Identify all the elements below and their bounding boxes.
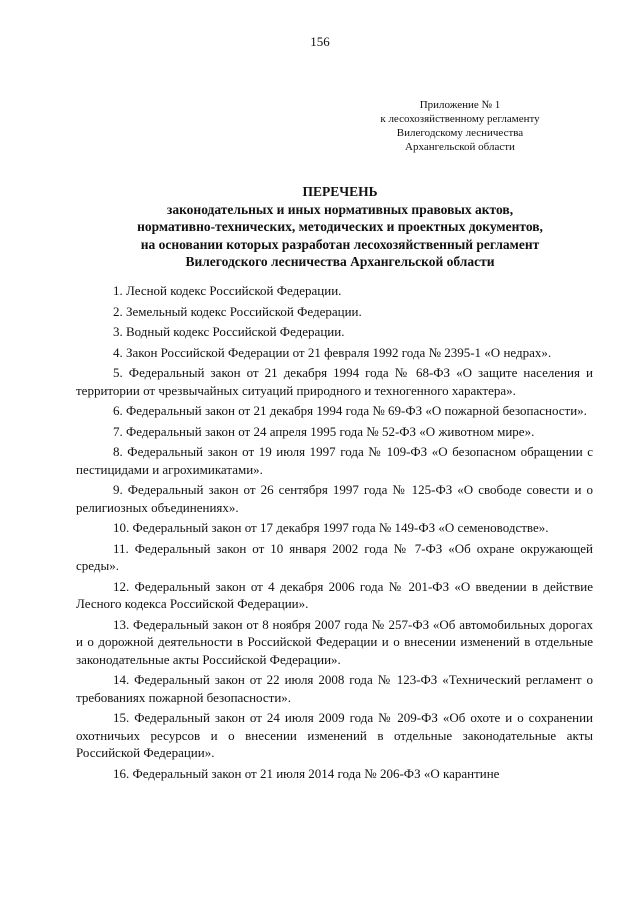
title-line: на основании которых разработан лесохозяйственный регламент <box>140 236 540 252</box>
list-item: 8. Федеральный закон от 19 июля 1997 года № 109-ФЗ «О безопасном обращении с пестицидами и агрохимикатами». <box>76 444 593 477</box>
appendix-line: к лесохозяйственному регламенту <box>380 113 540 125</box>
list-item: 11. Федеральный закон от 10 января 2002 года № 7-ФЗ «Об охране окружающей среды». <box>76 540 593 573</box>
appendix-line: Архангельской области <box>405 141 515 153</box>
list-item: 10. Федеральный закон от 17 декабря 1997 года № 149-ФЗ «О семеноводстве». <box>113 520 549 535</box>
list-item: 16. Федеральный закон от 21 июля 2014 года № 206-ФЗ «О карантине <box>113 765 500 781</box>
list-item: 15. Федеральный закон от 24 июля 2009 года № 209-ФЗ «Об охоте и о сохранении охотничьих ресурсов и о внесении изменений в отдельные законодательные акты Российской Федерации». <box>76 710 593 760</box>
list-item: 1. Лесной кодекс Российской Федерации. <box>113 283 342 298</box>
title-line: законодательных и иных нормативных правовых актов, <box>166 201 514 217</box>
appendix-note <box>355 98 565 154</box>
list-item: 12. Федеральный закон от 4 декабря 2006 года № 201-ФЗ «О введении в действие Лесного кодекса Российской Федерации». <box>76 578 593 611</box>
document-list <box>76 282 593 785</box>
page-number: 156 <box>310 34 330 49</box>
title-line: Вилегодского лесничества Архангельской области <box>185 254 495 269</box>
list-item: 9. Федеральный закон от 26 сентября 1997 года № 125-ФЗ «О свободе совести и о религиозных объединениях». <box>76 482 593 515</box>
list-item: 13. Федеральный закон от 8 ноября 2007 года № 257-ФЗ «Об автомобильных дорогах и о дорожной деятельности в Российской Федерации и о внесении изменений в отдельные законодательные акты Российской Федерации». <box>76 616 593 667</box>
document-title <box>70 183 610 271</box>
list-item: 14. Федеральный закон от 22 июля 2008 года № 123-ФЗ «Технический регламент о требованиях пожарной безопасности». <box>76 672 593 705</box>
appendix-line: Вилегодскому лесничества <box>396 127 524 139</box>
list-item: 3. Водный кодекс Российской Федерации. <box>113 324 345 339</box>
title-heading: ПЕРЕЧЕНЬ <box>302 184 378 199</box>
appendix-line: Приложение № 1 <box>419 99 501 111</box>
list-item: 6. Федеральный закон от 21 декабря 1994 года № 69-ФЗ «О пожарной безопасности». <box>113 403 587 418</box>
title-line: нормативно-технических, методических и проектных документов, <box>137 219 543 234</box>
list-item: 4. Закон Российской Федерации от 21 февраля 1992 года № 2395-1 «О недрах». <box>113 344 552 360</box>
list-item: 2. Земельный кодекс Российской Федерации. <box>113 303 362 319</box>
list-item: 7. Федеральный закон от 24 апреля 1995 года № 52-ФЗ «О животном мире». <box>113 423 535 439</box>
list-item: 5. Федеральный закон от 21 декабря 1994 года № 68-ФЗ «О защите населения и территории от чрезвычайных ситуаций природного и техногенного характера». <box>76 365 593 398</box>
